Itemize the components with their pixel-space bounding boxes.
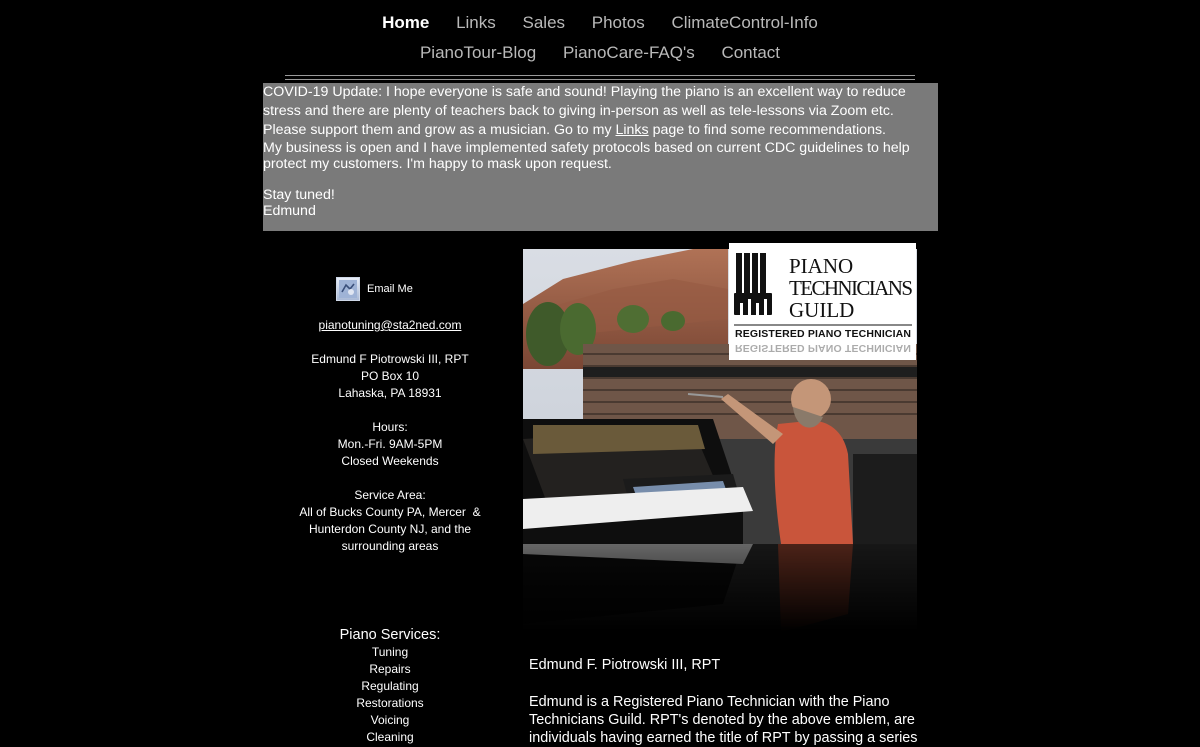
bio-line: Edmund is a Registered Piano Technician with the Piano bbox=[529, 694, 890, 710]
bio-paragraph bbox=[529, 693, 919, 747]
ptg-logo-icon bbox=[729, 243, 916, 360]
contact-name: Edmund F Piotrowski III, RPT bbox=[311, 352, 469, 366]
email-me-link[interactable] bbox=[336, 276, 536, 302]
notice-signature: Edmund bbox=[263, 203, 316, 219]
nav-links[interactable]: Links bbox=[456, 13, 496, 32]
nav-row-primary bbox=[0, 13, 1200, 33]
service-area-line: All of Bucks County PA, Mercer & bbox=[299, 505, 481, 519]
email-me-label: Email Me bbox=[367, 283, 413, 295]
service-area-line: surrounding areas bbox=[341, 539, 439, 553]
badge-subtitle-reflection: REGISTERED PIANO TECHNICIAN bbox=[735, 342, 911, 354]
service-item: Regulating bbox=[361, 679, 419, 693]
badge-subtitle: REGISTERED PIANO TECHNICIAN bbox=[735, 328, 911, 340]
reflection-illustration bbox=[523, 544, 917, 632]
nav-photos[interactable]: Photos bbox=[591, 13, 645, 32]
contact-po-box: PO Box 10 bbox=[360, 369, 420, 383]
photo-reflection bbox=[523, 544, 917, 632]
notice-links-link[interactable]: Links bbox=[615, 122, 649, 138]
badge-line2: TECHNICIANS bbox=[789, 276, 913, 300]
badge-line1: PIANO bbox=[789, 254, 854, 278]
email-address-link[interactable]: pianotuning@sta2ned.com bbox=[318, 318, 462, 332]
notice-stay-tuned: Stay tuned! bbox=[263, 187, 335, 203]
service-area-title: Service Area: bbox=[354, 488, 426, 502]
badge-line3: GUILD bbox=[789, 298, 855, 322]
bio-line: Technicians Guild. RPT's denoted by the above emblem, are bbox=[529, 712, 915, 728]
contact-info bbox=[285, 317, 495, 555]
contact-city: Lahaska, PA 18931 bbox=[338, 386, 442, 400]
nav-row-secondary bbox=[0, 43, 1200, 63]
hours-title: Hours: bbox=[372, 420, 408, 434]
service-area-line: Hunterdon County NJ, and the bbox=[308, 522, 472, 536]
nav-contact[interactable]: Contact bbox=[721, 43, 781, 62]
service-item: Restorations bbox=[356, 696, 424, 710]
services-title: Piano Services: bbox=[339, 627, 441, 643]
nav-divider bbox=[285, 75, 915, 80]
hours-weekends: Closed Weekends bbox=[341, 454, 439, 468]
notice-paragraph-1: COVID-19 Update: I hope everyone is safe and sound! Playing the piano is an excellent way to reduce stress and there are plenty of teachers back to giving in-person as well as tele-lessons via Zoom etc. Please support them and grow as a musician. Go to my Links page to find some recommendations. bbox=[263, 84, 906, 138]
hours-weekdays: Mon.-Fri. 9AM-5PM bbox=[337, 437, 443, 451]
notice-paragraph-2: My business is open and I have implemented safety protocols based on current CDC guidelines to help protect my customers. I'm happy to mask upon request. bbox=[263, 140, 910, 172]
covid-notice bbox=[263, 83, 938, 231]
service-item: Cleaning bbox=[366, 730, 414, 744]
bio-line: individuals having earned the title of RPT by passing a series bbox=[529, 730, 918, 746]
nav-home[interactable]: Home bbox=[382, 13, 430, 32]
ptg-registered-technician-badge bbox=[729, 243, 916, 360]
nav-pianocare-faqs[interactable]: PianoCare-FAQ's bbox=[562, 43, 695, 62]
service-item: Repairs bbox=[369, 662, 411, 676]
nav-pianotour-blog[interactable]: PianoTour-Blog bbox=[419, 43, 537, 62]
service-item: Tuning bbox=[371, 645, 409, 659]
services-list bbox=[285, 627, 495, 746]
nav-climatecontrol-info[interactable]: ClimateControl-Info bbox=[671, 13, 818, 32]
mail-stamp-icon bbox=[336, 277, 360, 301]
nav-sales[interactable]: Sales bbox=[522, 13, 566, 32]
bio-heading: Edmund F. Piotrowski III, RPT bbox=[529, 657, 721, 673]
service-item: Voicing bbox=[370, 713, 410, 727]
